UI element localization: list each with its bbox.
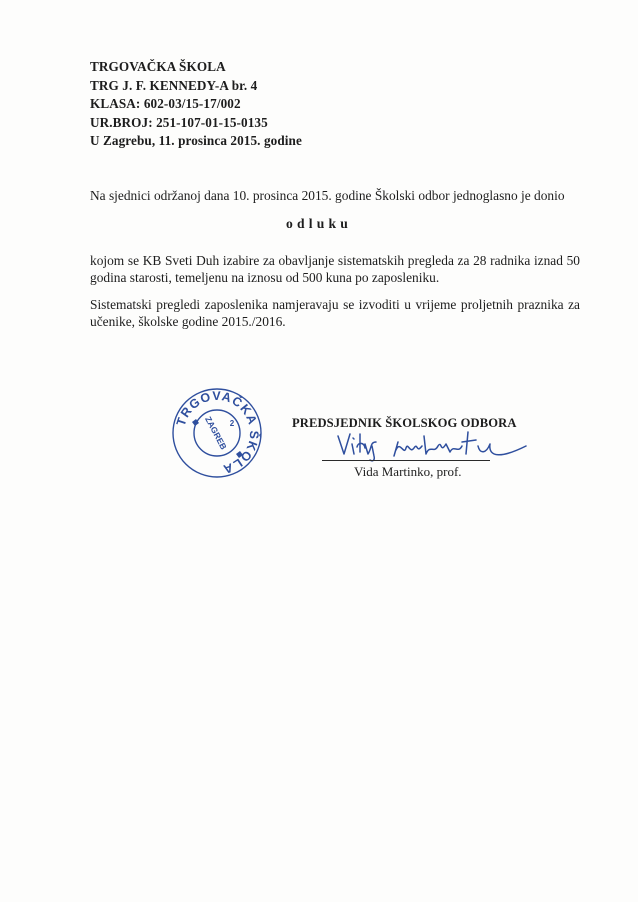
signatory-title: PREDSJEDNIK ŠKOLSKOG ODBORA — [292, 416, 517, 430]
handwritten-signature — [330, 420, 560, 470]
signature-line — [322, 460, 490, 461]
school-address: TRG J. F. KENNEDY-A br. 4 — [90, 77, 258, 93]
letter-header — [90, 58, 302, 151]
intro-paragraph: Na sjednici održanoj dana 10. prosinca 2015. godine Školski odbor jednoglasno je donio — [90, 188, 565, 203]
urbroj-number: UR.BROJ: 251-107-01-15-0135 — [90, 114, 268, 130]
klasa-number: KLASA: 602-03/15-17/002 — [90, 96, 241, 112]
decision-paragraph: kojom se KB Sveti Duh izabire za obavljanje sistematskih pregleda za 28 radnika iznad 50 godina starosti, temeljenu na iznosu od 500 kuna po zaposleniku. — [90, 253, 580, 285]
decision-heading: odluku — [285, 216, 352, 231]
schedule-paragraph: Sistematski pregledi zaposlenika namjeravaju se izvoditi u vrijeme proljetnih praznika za učenike, školske godine 2015./2016. — [90, 297, 580, 329]
school-name: TRGOVAČKA ŠKOLA — [90, 59, 226, 74]
place-and-date: U Zagrebu, 11. prosinca 2015. godine — [90, 133, 302, 149]
school-stamp — [170, 388, 264, 478]
signatory-name: Vida Martinko, prof. — [354, 464, 462, 479]
stamp-ring-text-path: TRGOVAČKA ŠKOLA — [173, 388, 262, 477]
stamp-center-number: 2 — [229, 419, 235, 428]
stamp-center-text: ZAGREB — [203, 414, 229, 452]
